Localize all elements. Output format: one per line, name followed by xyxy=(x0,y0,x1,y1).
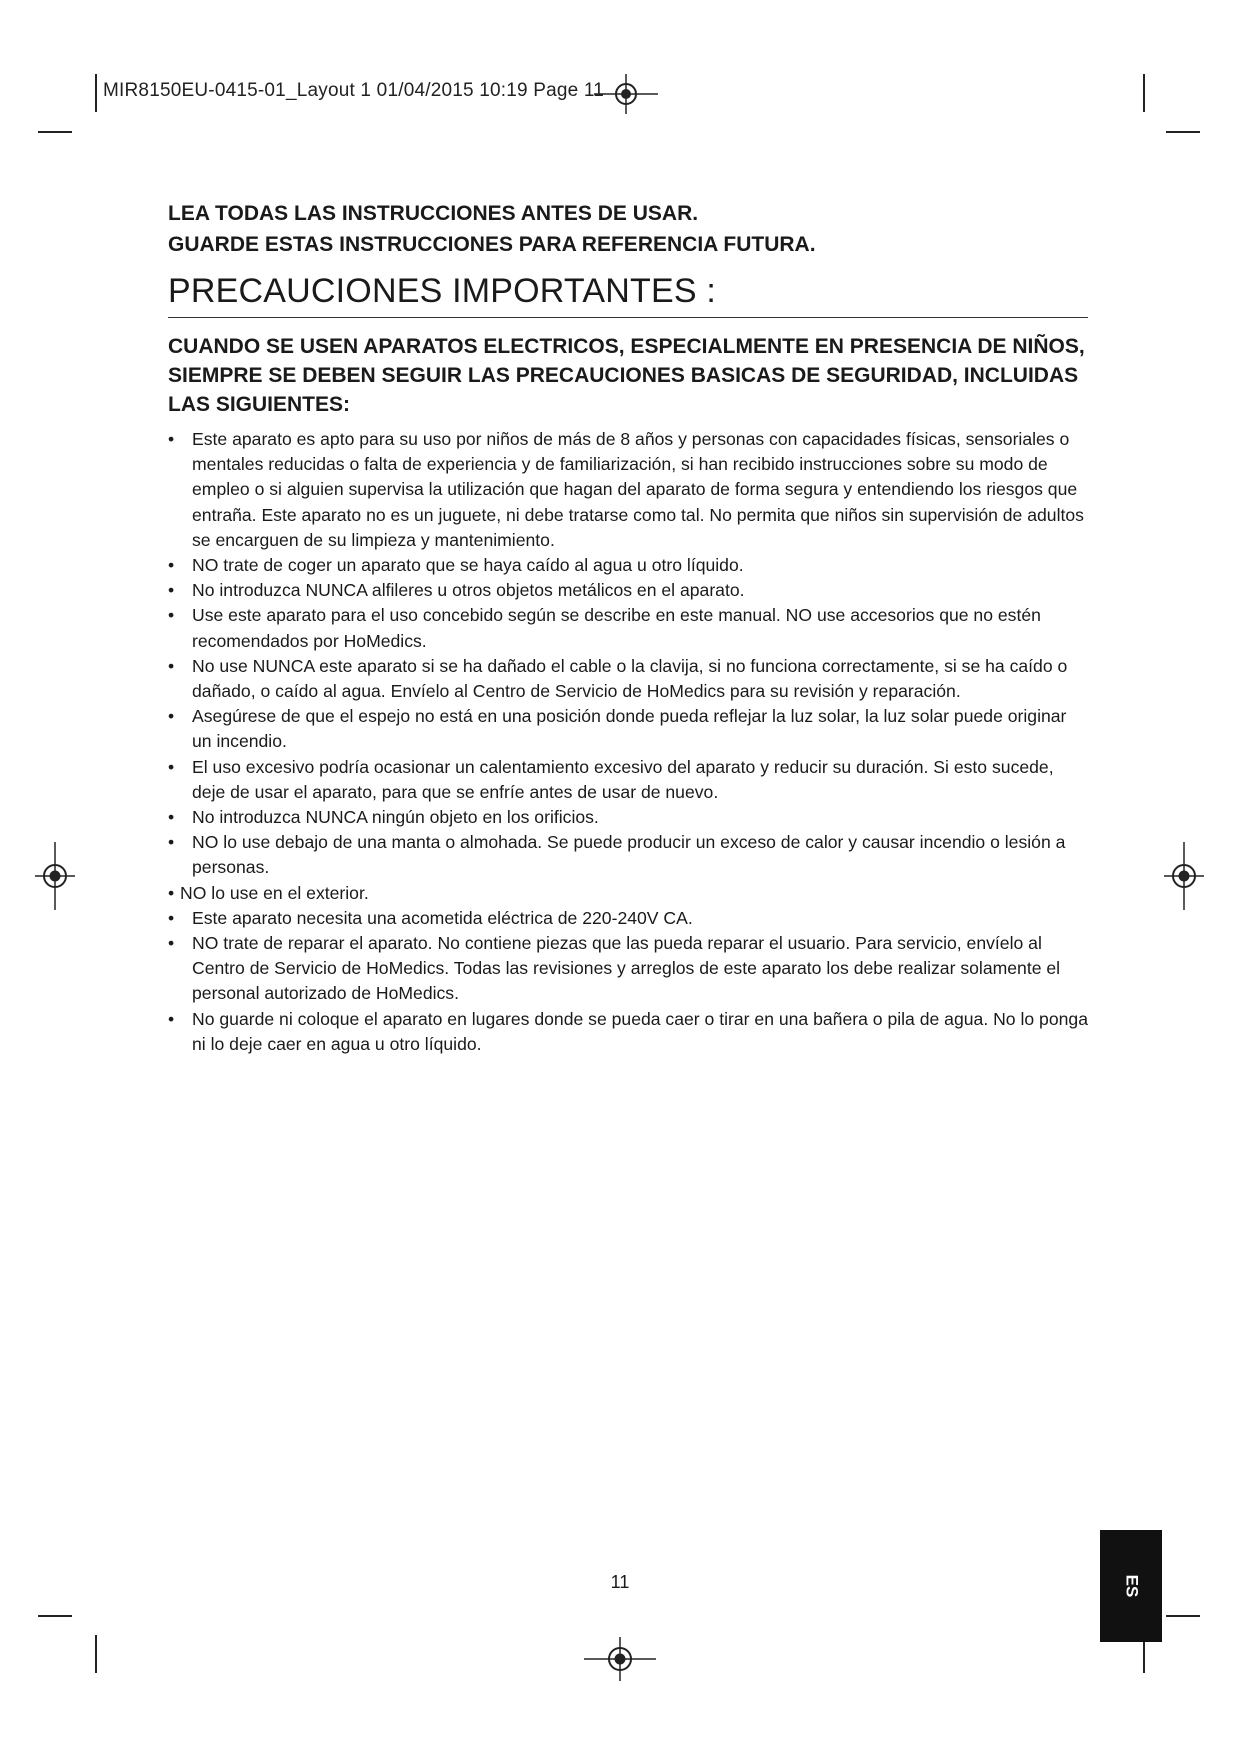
bullet: • xyxy=(168,882,175,903)
list-item: • Use este aparato para el uso concebido según se describe en este manual. NO use accesorios que no estén recomendados por HoMedics. xyxy=(168,605,1041,651)
list-item: • No guarde ni coloque el aparato en lugares donde se pueda caer o tirar en una bañera o pila de agua. No lo ponga ni lo deje caer en agua u otro líquido. xyxy=(168,1008,1088,1054)
page-number: 11 xyxy=(610,1572,630,1592)
bullet: • xyxy=(168,907,175,928)
safety-warning-heading: CUANDO SE USEN APARATOS ELECTRICOS, ESPECIALMENTE EN PRESENCIA DE NIÑOS, SIEMPRE SE DEBEN SEGUIR LAS PRECAUCIONES BASICAS DE SEGURIDAD, INCLUIDAS LAS SIGUIENTES: xyxy=(168,335,1085,416)
list-item: • Este aparato necesita una acometida eléctrica de 220-240V CA. xyxy=(168,906,1088,931)
list-item: • No use NUNCA este aparato si se ha dañado el cable o la clavija, si no funciona correctamente, si se ha caído o dañado, o caído al agua. Envíelo al Centro de Servicio de HoMedics para su revisión y reparación. xyxy=(168,655,1068,702)
crop-mark-bottom-left-vertical xyxy=(95,1635,97,1673)
crop-mark-top-left-horizontal xyxy=(38,131,72,133)
bullet: • xyxy=(168,832,175,853)
precautions-list xyxy=(168,427,1088,1057)
bullet: • xyxy=(168,756,175,777)
bullet: • xyxy=(168,807,175,828)
bullet: • xyxy=(168,580,175,601)
bullet: • xyxy=(168,706,175,727)
bullet: • xyxy=(168,933,175,954)
list-item: • Asegúrese de que el espejo no está en una posición donde pueda reflejar la luz solar, la luz solar puede originar un incendio. xyxy=(168,706,1067,752)
language-tab-label: ES xyxy=(1122,1574,1141,1598)
section-title: PRECAUCIONES IMPORTANTES : xyxy=(168,272,1088,318)
registration-mark-bottom-icon xyxy=(584,1637,656,1681)
crop-mark-bottom-left-horizontal xyxy=(38,1615,72,1617)
read-instructions-notice xyxy=(168,198,1088,260)
registration-mark-top-icon xyxy=(594,74,658,114)
language-tab xyxy=(1100,1530,1162,1642)
list-item: • NO lo use debajo de una manta o almohada. Se puede producir un exceso de calor y causar incendio o lesión a personas. xyxy=(168,832,1066,878)
list-item: • No introduzca NUNCA alfileres u otros objetos metálicos en el aparato. xyxy=(168,578,1088,603)
list-item: • Este aparato es apto para su uso por niños de más de 8 años y personas con capacidades físicas, sensoriales o mentales reducidas o falta de experiencia y de familiarización, si han recibido instrucciones sobre su modo de empleo o si alguien supervisa la utilización que hagan del aparato de forma segura y entendiendo los riesgos que entraña. Este aparato no es un juguete, ni debe tratarse como tal. No permita que niños sin supervisión de adultos se encarguen de su limpieza y mantenimiento. xyxy=(168,429,1084,550)
print-slug: MIR8150EU-0415-01_Layout 1 01/04/2015 10:19 Page 11 xyxy=(103,80,605,101)
bullet: • xyxy=(168,605,175,626)
registration-mark-left-icon xyxy=(35,842,75,910)
list-item: • NO lo use en el exterior. xyxy=(168,881,1088,906)
bullet: • xyxy=(168,555,175,576)
notice-line-2: GUARDE ESTAS INSTRUCCIONES PARA REFERENCIA FUTURA. xyxy=(168,233,816,256)
list-item: • El uso excesivo podría ocasionar un calentamiento excesivo del aparato y reducir su duración. Si esto sucede, deje de usar el aparato, para que se enfríe antes de usar de nuevo. xyxy=(168,756,1054,802)
crop-mark-bottom-right-horizontal xyxy=(1166,1615,1200,1617)
crop-mark-top-right-vertical xyxy=(1143,74,1145,112)
notice-line-1: LEA TODAS LAS INSTRUCCIONES ANTES DE USAR. xyxy=(168,202,699,225)
bullet: • xyxy=(168,1008,175,1029)
list-item: • No introduzca NUNCA ningún objeto en los orificios. xyxy=(168,805,1088,830)
registration-mark-right-icon xyxy=(1164,842,1204,910)
manual-content xyxy=(168,198,1088,1057)
crop-mark-top-right-horizontal xyxy=(1166,131,1200,133)
list-item: • NO trate de coger un aparato que se haya caído al agua u otro líquido. xyxy=(168,553,1088,578)
crop-mark-top-left-vertical xyxy=(95,74,97,112)
list-item: • NO trate de reparar el aparato. No contiene piezas que las pueda reparar el usuario. Para servicio, envíelo al Centro de Servicio de HoMedics. Todas las revisiones y arreglos de este aparato los debe realizar solamente el personal autorizado de HoMedics. xyxy=(168,933,1061,1004)
bullet: • xyxy=(168,429,175,449)
bullet: • xyxy=(168,655,175,676)
